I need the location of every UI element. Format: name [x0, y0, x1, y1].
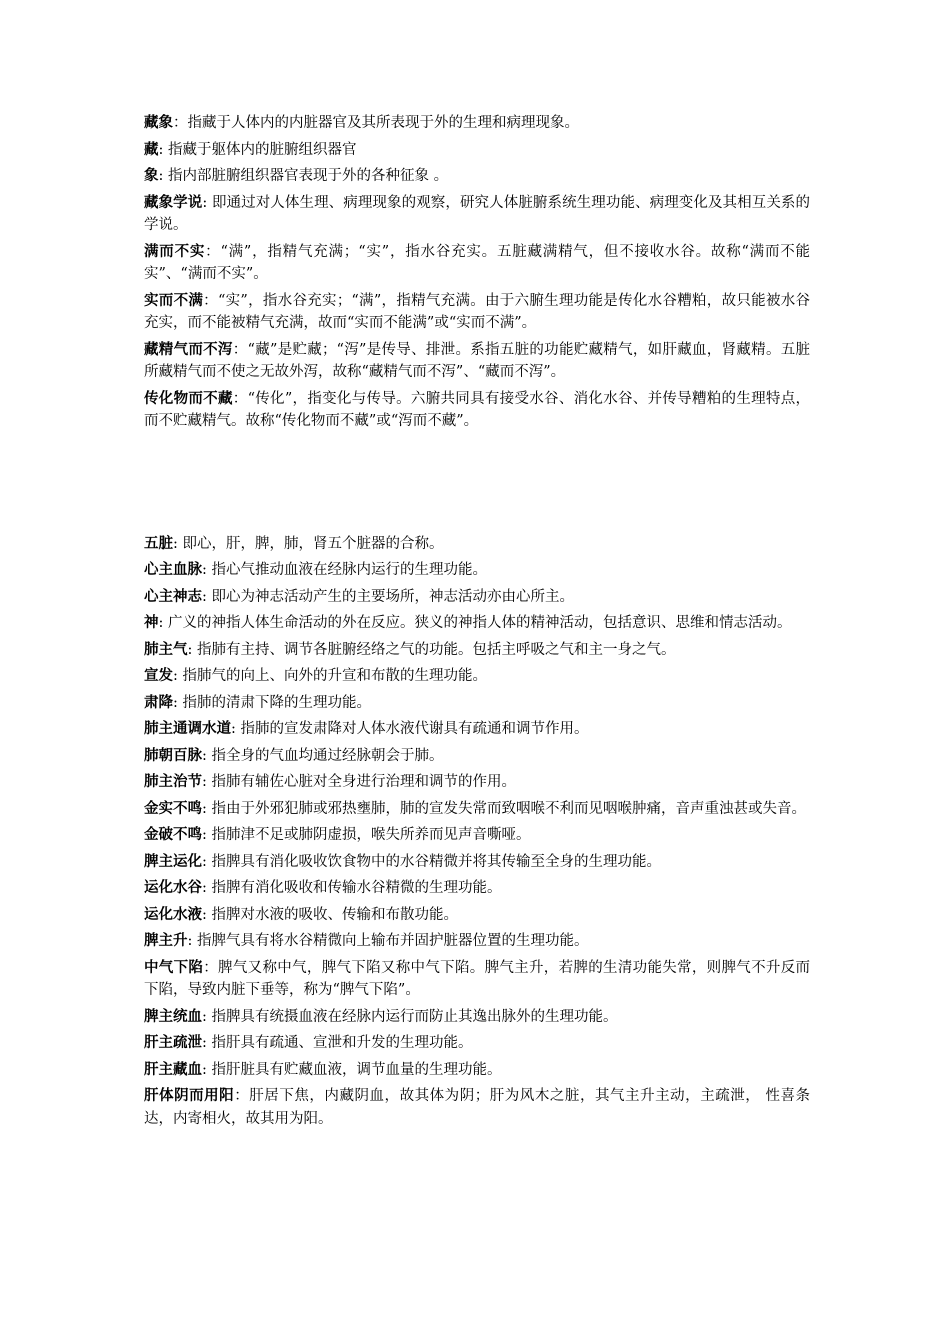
entry-definition: 指全身的气血均通过经脉朝会于肺。	[211, 747, 444, 764]
section-five-organs	[144, 533, 810, 1131]
entry-solid-not-full	[144, 290, 810, 335]
entry-term: 中气下陷	[144, 959, 204, 976]
entry-term: 宣发	[144, 668, 173, 684]
entry-spleen-transport	[144, 851, 810, 874]
entry-heart-blood	[144, 559, 810, 582]
entry-separator: :	[158, 141, 168, 158]
entry-lung-regulate	[144, 771, 810, 794]
entry-term: 藏象学说	[144, 194, 203, 211]
entry-liver-dispersion	[144, 1032, 810, 1055]
entry-definition: 指脾具有统摄血液在经脉内运行而防止其逸出脉外的生理功能。	[211, 1008, 618, 1025]
entry-term: 金破不鸣	[144, 827, 202, 843]
entry-heart-mind	[144, 586, 810, 609]
entry-zangxiang	[144, 112, 810, 135]
entry-definition: 肝居下焦，内藏阴血，故其体为阴；肝为风木之脏，其气主升主动，主疏泄， 性喜条达，内寄相火，故其用为阳。	[144, 1088, 811, 1127]
entry-definition: 指脾具有消化吸收饮食物中的水谷精微并将其传输至全身的生理功能。	[211, 853, 661, 870]
entry-term: 肺主治节	[144, 774, 202, 790]
entry-separator: :	[202, 562, 212, 578]
entry-term: 藏	[144, 141, 159, 158]
entry-term: 肺主气	[144, 641, 188, 658]
entry-separator: :	[231, 721, 241, 737]
entry-transform-not-store	[144, 388, 810, 433]
entry-term: 传化物而不藏	[144, 390, 233, 407]
entry-lung-water	[144, 718, 810, 741]
entry-separator: :	[158, 168, 168, 184]
entry-separator: ：	[232, 341, 248, 358]
entry-definition: 指肺气的向上、向外的升宣和布散的生理功能。	[182, 668, 487, 684]
entry-term: 心主血脉	[144, 562, 202, 578]
entry-term: 肺主通调水道	[144, 721, 231, 737]
document-body	[144, 112, 810, 1134]
entry-definition: 即心，肝，脾，肺，肾五个脏器的合称。	[182, 535, 444, 552]
entry-term: 藏象	[144, 115, 173, 131]
entry-separator: :	[202, 1008, 212, 1025]
entry-zangxiang-theory	[144, 192, 810, 237]
entry-spleen-ascend	[144, 930, 810, 953]
entry-definition: “藏”是贮藏；“泻”是传导、排泄。系指五脏的功能贮藏精气，如肝藏血，肾藏精。五脏所藏精气而不使之无故外泻，故称“藏精气而不泻”、“藏而不泻”。	[144, 341, 811, 380]
entry-full-not-solid	[144, 241, 810, 286]
entry-separator: :	[202, 194, 212, 211]
entry-separator: :	[202, 1061, 212, 1078]
entry-zang	[144, 139, 810, 162]
entry-term: 肝主疏泄	[144, 1035, 202, 1051]
entry-term: 实而不满	[144, 292, 204, 309]
entry-definition: 指脾有消化吸收和传输水谷精微的生理功能。	[211, 880, 502, 896]
entry-definition: 指心气推动血液在经脉内运行的生理功能。	[211, 562, 487, 578]
entry-definition: 指肺的宣发肃降对人体水液代谢具有疏通和调节作用。	[240, 721, 589, 737]
entry-separator: :	[202, 827, 212, 843]
entry-metal-solid	[144, 798, 810, 821]
entry-definition: 指藏于躯体内的脏腑组织器官	[168, 141, 357, 158]
entry-definition: “实”，指水谷充实；“满”，指精气充满。由于六腑生理功能是传化水谷糟粕，故只能被水谷充实，而不能被精气充满，故而“实而不能满”或“实而不满”。	[144, 292, 811, 331]
entry-five-organs	[144, 533, 810, 556]
entry-definition: 脾气又称中气，脾气下陷又称中气下陷。脾气主升，若脾的生清功能失常，则脾气不升反而下陷，导致内脏下垂等，称为“脾气下陷”。	[144, 959, 811, 998]
entry-definition: “传化”，指变化与传导。六腑共同具有接受水谷、消化水谷、并传导糟粕的生理特点，而不贮藏精气。故称“传化物而不藏”或“泻而不藏”。	[144, 390, 811, 429]
entry-definition: 即通过对人体生理、病理现象的观察，研究人体脏腑系统生理功能、病理变化及其相互关系的学说。	[144, 194, 811, 233]
entry-separator: :	[202, 774, 212, 790]
entry-definition: “满”，指精气充满；“实”，指水谷充实。五脏藏满精气，但不接收水谷。故称“满而不能实”、“满而不实”。	[144, 243, 811, 282]
entry-lung-qi	[144, 639, 810, 662]
entry-separator: :	[202, 880, 212, 896]
entry-separator: :	[173, 668, 183, 684]
entry-term: 五脏	[144, 535, 173, 552]
entry-term: 心主神志	[144, 588, 202, 605]
entry-definition: 指脾气具有将水谷精微向上输布并固护脏器位置的生理功能。	[197, 933, 589, 949]
entry-term: 脾主运化	[144, 853, 202, 870]
entry-separator: :	[173, 535, 183, 552]
entry-separator: ：	[234, 1088, 250, 1104]
entry-definition: 指内部脏腑组织器官表现于外的各种征象 。	[168, 168, 449, 184]
entry-definition: 指肺有主持、调节各脏腑经络之气的功能。包括主呼吸之气和主一身之气。	[197, 641, 676, 658]
entry-separator: :	[187, 641, 197, 658]
entry-definition: 指肝脏具有贮藏血液，调节血量的生理功能。	[211, 1061, 502, 1078]
entry-separator: :	[187, 933, 197, 949]
entry-separator: :	[202, 800, 212, 817]
entry-separator: :	[202, 853, 212, 870]
entry-shen	[144, 612, 810, 635]
entry-definition: 指肺津不足或肺阴虚损，喉失所养而见声音嘶哑。	[211, 827, 531, 843]
entry-liver-yin-yang	[144, 1085, 810, 1130]
entry-term: 肃降	[144, 694, 173, 711]
entry-transport-fluid	[144, 904, 810, 927]
entry-lung-vessels	[144, 745, 810, 768]
entry-xiang	[144, 165, 810, 188]
entry-separator: ：	[173, 115, 188, 131]
entry-separator: ：	[203, 292, 218, 309]
entry-separator: ：	[205, 243, 221, 260]
section-zangxiang	[144, 112, 810, 433]
entry-separator: :	[202, 747, 212, 764]
entry-separator: :	[158, 615, 168, 631]
entry-separator: ：	[203, 959, 219, 976]
entry-sujiang	[144, 692, 810, 715]
entry-term: 金实不鸣	[144, 800, 202, 817]
entry-separator: :	[202, 1035, 212, 1051]
entry-term: 藏精气而不泻	[144, 341, 233, 358]
entry-store-essence	[144, 339, 810, 384]
entry-definition: 指肺有辅佐心脏对全身进行治理和调节的作用。	[211, 774, 516, 790]
entry-definition: 指脾对水液的吸收、传输和布散功能。	[211, 906, 458, 923]
entry-separator: :	[173, 694, 183, 711]
entry-spleen-blood	[144, 1006, 810, 1029]
entry-term: 脾主升	[144, 933, 188, 949]
entry-term: 肝体阴而用阳	[144, 1088, 235, 1104]
entry-separator: ：	[232, 390, 248, 407]
entry-middle-qi-sinking	[144, 957, 810, 1002]
entry-definition: 广义的神指人体生命活动的外在反应。狭义的神指人体的精神活动，包括意识、思维和情志活动。	[168, 615, 792, 631]
entry-term: 满而不实	[144, 243, 206, 260]
entry-term: 象	[144, 168, 159, 184]
entry-term: 脾主统血	[144, 1008, 202, 1025]
entry-term: 运化水液	[144, 906, 202, 923]
entry-term: 肝主藏血	[144, 1061, 202, 1078]
entry-term: 神	[144, 615, 159, 631]
entry-transport-grain	[144, 877, 810, 900]
entry-definition: 指肺的清肃下降的生理功能。	[182, 694, 371, 711]
entry-separator: :	[202, 906, 212, 923]
entry-definition: 指肝具有疏通、宣泄和升发的生理功能。	[211, 1035, 473, 1051]
entry-xuanfa	[144, 665, 810, 688]
entry-separator: :	[202, 588, 212, 605]
entry-liver-blood	[144, 1059, 810, 1082]
entry-definition: 即心为神志活动产生的主要场所，神志活动亦由心所主。	[211, 588, 574, 605]
entry-metal-broken	[144, 824, 810, 847]
entry-term: 运化水谷	[144, 880, 202, 896]
entry-term: 肺朝百脉	[144, 747, 202, 764]
entry-definition: 指藏于人体内的内脏器官及其所表现于外的生理和病理现象。	[187, 115, 579, 131]
entry-definition: 指由于外邪犯肺或邪热壅肺，肺的宣发失常而致咽喉不利而见咽喉肿痛，音声重浊甚或失音。	[211, 800, 806, 817]
